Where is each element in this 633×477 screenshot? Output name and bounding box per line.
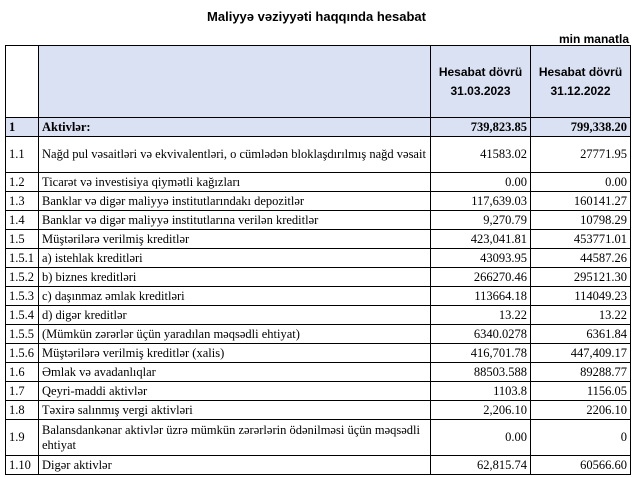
row-value-current: 9,270.79 <box>431 211 531 230</box>
row-number: 1.7 <box>6 382 39 401</box>
row-value-previous: 0 <box>531 420 631 456</box>
row-value-previous: 295121.30 <box>531 268 631 287</box>
row-number: 1.4 <box>6 211 39 230</box>
row-value-current: 266270.46 <box>431 268 531 287</box>
row-label: a) istehlak kreditləri <box>39 249 431 268</box>
balance-table <box>5 45 631 475</box>
row-label: Banklar və digər maliyyə institutlarındakı depozitlər <box>39 192 431 211</box>
table-row <box>6 401 631 420</box>
row-value-previous: 114049.23 <box>531 287 631 306</box>
row-number: 1.9 <box>6 420 39 456</box>
row-label: Ticarət və investisiya qiymətli kağızları <box>39 173 431 192</box>
row-value-current: 62,815.74 <box>431 456 531 475</box>
row-value-current: 0.00 <box>431 420 531 456</box>
row-value-current: 6340.0278 <box>431 325 531 344</box>
header-period-current <box>431 46 531 118</box>
row-number: 1.5.1 <box>6 249 39 268</box>
header-period-previous-title: Hesabat dövrü <box>538 64 623 79</box>
row-label: (Mümkün zərərlər üçün yaradılan məqsədli ehtiyat) <box>39 325 431 344</box>
row-number: 1.6 <box>6 363 39 382</box>
row-number: 1.2 <box>6 173 39 192</box>
row-label: Digər aktivlər <box>39 456 431 475</box>
row-value-previous: 13.22 <box>531 306 631 325</box>
row-number: 1.1 <box>6 137 39 173</box>
header-label-cell <box>39 46 431 118</box>
row-label: d) digər kreditlər <box>39 306 431 325</box>
header-period-current-date: 31.03.2023 <box>450 83 511 98</box>
row-value-current: 41583.02 <box>431 137 531 173</box>
row-value-current: 0.00 <box>431 173 531 192</box>
row-value-previous: 447,409.17 <box>531 344 631 363</box>
row-value-previous: 160141.27 <box>531 192 631 211</box>
row-number: 1 <box>6 118 39 137</box>
table-row <box>6 192 631 211</box>
table-row <box>6 249 631 268</box>
row-number: 1.5.2 <box>6 268 39 287</box>
row-number: 1.5.4 <box>6 306 39 325</box>
row-label: Müştərilərə verilmiş kreditlər (xalis) <box>39 344 431 363</box>
row-number: 1.5 <box>6 230 39 249</box>
row-label: Təxirə salınmış vergi aktivləri <box>39 401 431 420</box>
row-value-previous: 89288.77 <box>531 363 631 382</box>
row-value-current: 117,639.03 <box>431 192 531 211</box>
table-row <box>6 137 631 173</box>
table-row <box>6 173 631 192</box>
row-value-current: 423,041.81 <box>431 230 531 249</box>
row-value-previous: 1156.05 <box>531 382 631 401</box>
row-value-current: 13.22 <box>431 306 531 325</box>
row-value-previous: 799,338.20 <box>531 118 631 137</box>
row-label: c) daşınmaz əmlak kreditləri <box>39 287 431 306</box>
row-value-previous: 6361.84 <box>531 325 631 344</box>
row-value-previous: 453771.01 <box>531 230 631 249</box>
row-value-current: 88503.588 <box>431 363 531 382</box>
table-row <box>6 363 631 382</box>
currency-unit: min manatla <box>558 32 629 46</box>
row-value-previous: 44587.26 <box>531 249 631 268</box>
row-label: Aktivlər: <box>39 118 431 137</box>
row-number: 1.5.6 <box>6 344 39 363</box>
row-label: Əmlak və avadanlıqlar <box>39 363 431 382</box>
row-number: 1.10 <box>6 456 39 475</box>
header-number-cell <box>6 46 39 118</box>
header-period-current-title: Hesabat dövrü <box>438 64 523 79</box>
report-title: Maliyyə vəziyyəti haqqında hesabat <box>207 9 426 24</box>
table-row <box>6 456 631 475</box>
row-label: b) biznes kreditləri <box>39 268 431 287</box>
row-value-previous: 0.00 <box>531 173 631 192</box>
row-value-current: 2,206.10 <box>431 401 531 420</box>
table-row <box>6 306 631 325</box>
row-label: Nağd pul vəsaitləri və ekvivalentləri, o cümlədən bloklaşdırılmış nağd vəsait <box>39 137 431 173</box>
table-row <box>6 211 631 230</box>
table-row <box>6 230 631 249</box>
table-row <box>6 382 631 401</box>
row-number: 1.5.3 <box>6 287 39 306</box>
table-row <box>6 287 631 306</box>
table-row <box>6 325 631 344</box>
table-row <box>6 268 631 287</box>
row-label: Balansdankənar aktivlər üzrə mümkün zərərlərin ödənilməsi üçün məqsədli ehtiyat <box>39 420 431 456</box>
table-row <box>6 420 631 456</box>
row-label: Banklar və digər maliyyə institutlarına verilən kreditlər <box>39 211 431 230</box>
row-value-previous: 10798.29 <box>531 211 631 230</box>
row-value-previous: 2206.10 <box>531 401 631 420</box>
header-period-previous <box>531 46 631 118</box>
table-row <box>6 344 631 363</box>
table-header-row <box>6 46 631 118</box>
row-number: 1.5.5 <box>6 325 39 344</box>
row-value-current: 416,701.78 <box>431 344 531 363</box>
row-value-previous: 27771.95 <box>531 137 631 173</box>
row-value-current: 739,823.85 <box>431 118 531 137</box>
row-value-current: 113664.18 <box>431 287 531 306</box>
row-label: Qeyri-maddi aktivlər <box>39 382 431 401</box>
header-period-previous-date: 31.12.2022 <box>550 83 611 98</box>
table-row <box>6 118 631 137</box>
row-number: 1.8 <box>6 401 39 420</box>
row-value-current: 43093.95 <box>431 249 531 268</box>
row-label: Müştərilərə verilmiş kreditlər <box>39 230 431 249</box>
row-value-previous: 60566.60 <box>531 456 631 475</box>
row-value-current: 1103.8 <box>431 382 531 401</box>
row-number: 1.3 <box>6 192 39 211</box>
